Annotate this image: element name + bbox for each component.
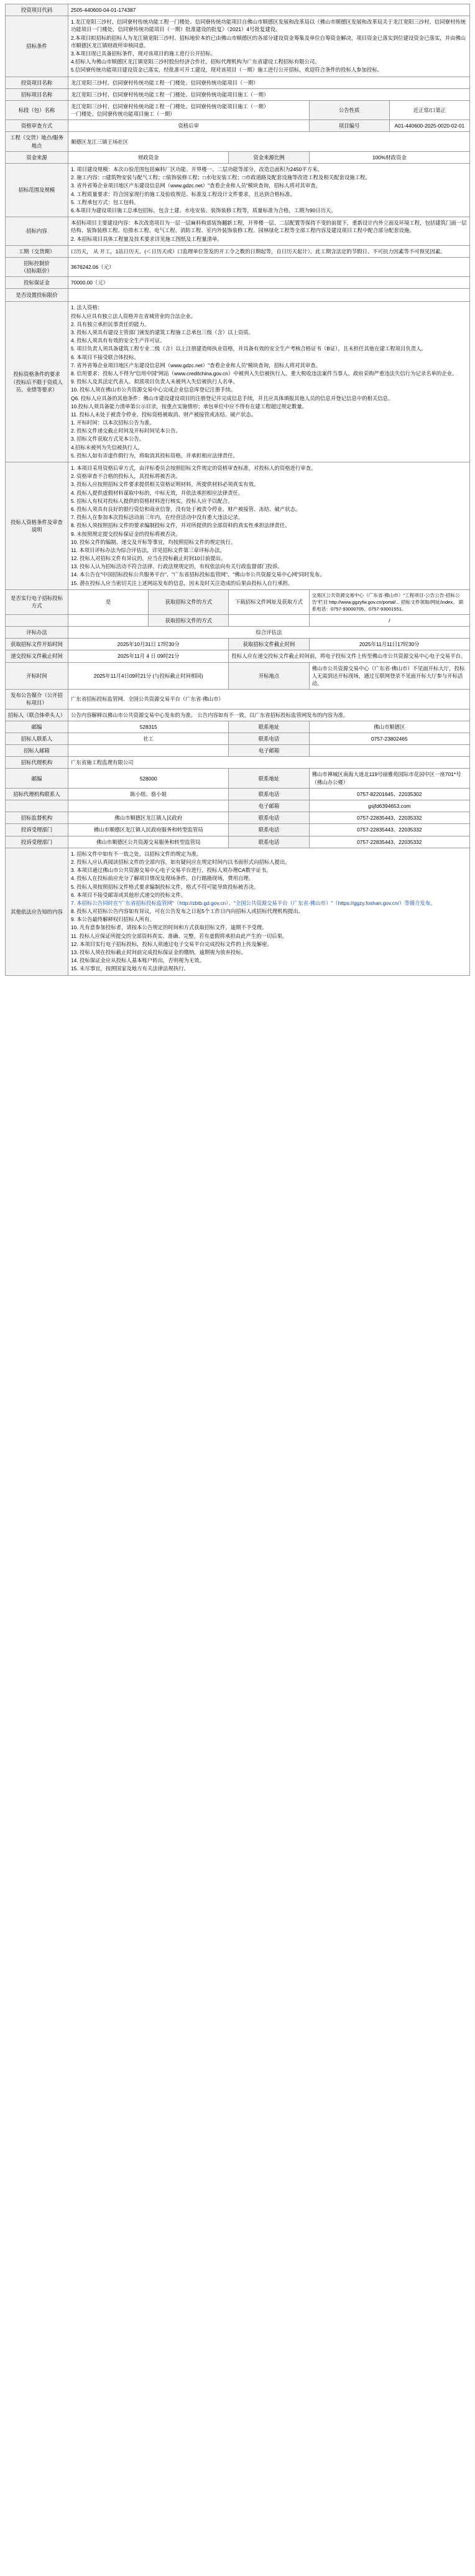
bidder-req-item: 1. 法人资格： <box>71 304 103 311</box>
other-item: 13. 投标人须在投标截止时间前完成投标保证金的缴纳，逾期视为放弃投标。 <box>71 949 246 955</box>
table-row <box>6 721 470 733</box>
admin2-label: 投诉受理部门 <box>6 836 68 848</box>
contact-person-label: 招标人联系人 <box>6 733 68 744</box>
qual-exp-item: 3. 投标人应按照招标文件要求提供相关资格证明材料，所提供材料必须真实有效。 <box>71 481 259 488</box>
section-value-line1: 龙江宽阳三沙村、信同寮村传统功能工程一门楼处、信同寮传统功能项目施工（一期） <box>71 103 269 110</box>
table-row <box>6 824 470 836</box>
other-item: 10. 凡有意参加投标者，请按本公告规定的时间和方式获取招标文件，逾期不予受理。 <box>71 924 267 931</box>
public-value: 近正常/口第正 <box>389 100 469 119</box>
table-row <box>6 812 470 824</box>
table-row <box>6 836 470 848</box>
bidder-req-item: 2. 具有独立承担民事责任的能力。 <box>71 321 150 327</box>
bidder-req-item: 11. 投标人未处于被责令停业、投标资格被取消、财产被接管或冻结、破产状态。 <box>71 411 257 418</box>
table-row <box>6 800 470 812</box>
table-row <box>6 627 470 639</box>
fixed-value <box>68 289 470 302</box>
other-item: 2. 投标人应认真阅读招标文件的全部内容，如有疑问应在规定时间内以书面形式向招标人提出。 <box>71 858 290 865</box>
qual-exp-item: 9. 未按照规定提交投标保证金的投标将被否决。 <box>71 530 181 537</box>
table-row <box>6 589 470 614</box>
table-row <box>6 4 470 16</box>
qual-exp-item: 5. 招标人有权对投标人提供的资格材料进行核实，投标人应予以配合。 <box>71 497 233 504</box>
contact-email-blank <box>68 745 229 757</box>
scope-item: 4. 工程质量要求：符合国家现行的施工及验收规范、标准及工程设计文件要求，且达到合格标准。 <box>71 190 296 197</box>
bidder-req-item: 3. 投标人须具有建设主管部门颁发的建筑工程施工总承包三级（含）以上资质。 <box>71 329 254 335</box>
deposit-label: 投标保证金 <box>6 277 68 289</box>
other-item: 9. 本公告最终解释权归招标人所有。 <box>71 916 155 923</box>
qual-exp-item: 15. 潜在投标人应当密切关注上述网站发布的信息，因未及时关注造成的后果由投标人自行承担。 <box>71 579 293 586</box>
table-row <box>6 662 470 690</box>
electronic-bid-value: 是 <box>68 589 149 614</box>
public-label: 公告性质 <box>309 100 389 119</box>
bid-announcement-table <box>5 4 470 976</box>
project-code-value: 2505-440600-04-01-174387 <box>68 4 470 16</box>
qual-exp-item: 11. 本项目评标办法为综合评估法，详见招标文件第三章评标办法。 <box>71 546 225 553</box>
bidder-req-item: 2. 投标文件递交截止时间及开标时间见本公告。 <box>71 428 181 434</box>
get-doc-detail[interactable]: 交易区公共资源交易中心（广东省·佛山市）"工程项目-公告公告-招标公告"栏目 http://www.ggzyfw.gov.cn/portal/... 招标文件领取/网址/index。 联系电话：0757-93000705、0757-93001551。 <box>309 589 469 614</box>
bidder-req-item: 7. 省外省筹企业项目地区产东建设信息网（www.gdzc.net）"查看企业和人员"模块查询，招标人将对其审查。 <box>71 362 321 368</box>
agent-email-blank <box>68 800 229 812</box>
qual-exp-label: 投标人资格条件及审查说明 <box>6 462 68 590</box>
bid-condition-item: 5.信同寮传统功能项目建设资金已落实，经批准可开工建设，现对该项目（一期）施工进行公开招标，欢迎符合条件的投标人参加投标。 <box>71 67 383 73</box>
publish-label: 发布公告媒介（公开招标项目） <box>6 690 68 709</box>
admin2-phone-value: 0757-22835443、22035332 <box>309 836 469 848</box>
agent-value: 广东省施工程监理有限公司 <box>68 757 470 769</box>
bidder-req-item: 5. 项目负责人须具备建筑工程专业二级（含）以上注册建造师执业资格，并具备有效的安全生产考核合格证书（B证），且未担任其他在建工程项目负责人。 <box>71 345 427 352</box>
contact-value: 公告内容解释以佛山市公共资源交易中心发布的为准。 公告内容如有不一致，以广东省招标投标监管网发布的内容为准。 <box>68 709 470 721</box>
get-doc-place-label-empty <box>6 614 68 626</box>
agent-zip-label: 邮编 <box>6 769 68 788</box>
bidder-req-item: 9. 投标人及其法定代表人、拟派项目负责人未被列入失信被执行人名单。 <box>71 378 238 385</box>
table-row <box>6 88 470 100</box>
open-label: 开标时间 <box>6 662 68 690</box>
bidder-req-value <box>68 302 470 462</box>
investor-value: 龙江宽阳三沙村、信同寮村传统功能工程一门楼处、信同寮传统功能项目（一期） <box>68 77 470 88</box>
admin-value: 佛山市顺德区龙江镇人民政府服务和转型监管局 <box>68 824 229 836</box>
bidder-req-item: 3. 招标文件获取方式见本公告。 <box>71 436 145 443</box>
contact-email-label2: 电子邮箱 <box>229 745 309 757</box>
scope-value <box>68 164 470 217</box>
open-place-value: 佛山市公共资源交易中心（广东省·佛山市）不见面开标大厅，投标人无需到达开标现场，通过互联网登录不见面开标大厅参与开标活动。 <box>309 662 469 690</box>
table-row <box>6 757 470 769</box>
qual-exp-item: 4. 投标人提供虚假材料谋取中标的，中标无效，并依法承担相应法律责任。 <box>71 489 244 496</box>
admin-phone-value: 0757-22835443、22035332 <box>309 824 469 836</box>
bid-announcement-page <box>0 0 475 988</box>
table-row <box>6 217 470 246</box>
content-item: 2. 本招标项目具体工程量及技术要求详见施工图纸及工程量清单。 <box>71 235 223 242</box>
construct-site-label: 工程（交货）地点/服务地点 <box>6 132 68 151</box>
agent-label: 招标代理机构 <box>6 757 68 769</box>
scope-item: 5. 工程承包方式：包工包料。 <box>71 199 139 205</box>
table-row <box>6 120 470 132</box>
bid-condition-item: 4.招标人为佛山市顺德区龙江镇宽阳三沙村股份经济合作社，招标代理机构为广东省建设工程招标有限公司。 <box>71 59 320 65</box>
fund-source-label: 资金来源 <box>6 151 68 163</box>
supervise-phone-label: 联系电话 <box>229 812 309 824</box>
qual-exp-item: 12. 投标人对招标文件有异议的，应当在投标截止时间10日前提出。 <box>71 555 226 562</box>
open-value: 2025年11月4日09时21分 (与投标截止时间相同) <box>68 662 229 690</box>
investor-label: 投资项目名称 <box>6 77 68 88</box>
other-item: 12. 本项目实行电子招标投标，投标人须通过电子交易平台完成投标文件的上传及解密。 <box>71 940 272 947</box>
fund-ratio-value: 100%财政资金 <box>309 151 469 163</box>
contact-phone-label: 联系电话 <box>229 733 309 744</box>
bidder-req-item: Q6. 投标人应具备的其他条件：佛山市建设建设项目的注册登记并完成信息手续，并且应具体填报其他人员的信息并登记信息中的相关信息。 <box>71 395 394 401</box>
duration-label: 工期（交货期） <box>6 245 68 257</box>
get-doc-place-label: 获取招标文件的方式 <box>149 614 229 626</box>
duration-value: 口历天， 从 开工，1站日历天。(＜日历天或）口监理单位签发的开工令之数的日期起等，自日历天起计）。此工期含法定的节假日、不可抗力因素等不可预见因素。 <box>68 245 470 257</box>
bid-conditions-value <box>68 16 470 77</box>
admin2-value: 佛山市顺德区公共资源交易服务和转型监管局 <box>68 836 229 848</box>
table-row <box>6 302 470 462</box>
supervise-phone-value: 0757-22835443、22035332 <box>309 812 469 824</box>
contact-phone-value: 0757-23802465 <box>309 733 469 744</box>
other-item[interactable]: 7. 本招标公告同时在"广东省招标投标监管网"（http://zbtb.gd.gov.cn）、"全国公共资源交易平台（广东省·佛山市）"（https://ggzy.foshan.gov.cn/）等媒介发布。 <box>71 899 436 906</box>
table-row <box>6 164 470 217</box>
table-row <box>6 151 470 163</box>
get-doc-place-value: / <box>309 614 469 626</box>
doc-end-value: 2025年11月11日17时30分 <box>309 639 469 650</box>
table-row <box>6 462 470 590</box>
other-item: 3. 本项目通过佛山市公共资源交易中心电子交易平台进行，投标人须办理CA数字证书。 <box>71 867 272 874</box>
table-row <box>6 257 470 276</box>
content-value <box>68 217 470 246</box>
project-number-label: 项目编号 <box>309 120 389 132</box>
table-row <box>6 733 470 744</box>
bid-condition-item: 2.本项目拟招标的招标人为龙江镇宽阳三沙村、招标地价本的已由佛山市顺德区的各部分建设资金筹集及单位自筹资金解决，项目资金已落实到位建设资金已落实，并由佛山市顺德区龙江镇财政所审核同意。 <box>71 34 466 49</box>
other-item: 11. 投标人应保证所提交的全部资料真实、准确、完整，若有虚假将承担由此产生的一切后果。 <box>71 932 288 939</box>
table-row <box>6 788 470 800</box>
get-doc-value: 下载招标文件网址及获取方式 <box>229 589 309 614</box>
doc-end-label: 获取招标文件截止时间 <box>229 639 309 650</box>
project-code-label: 投资项目代码 <box>6 4 68 16</box>
bidder-req-item: 4.招标未被列为失信被执行人。 <box>71 444 143 451</box>
doc-start-value: 2025年10月31日 17时30分 <box>68 639 229 650</box>
other-item: 4. 投标人在投标前应充分了解项目情况及现场条件，自行踏勘现场，费用自理。 <box>71 875 254 882</box>
table-row <box>6 690 470 709</box>
table-row <box>6 277 470 289</box>
qual-exp-item: 8. 投标人须按照招标文件的要求编制投标文件，并对所提供的全部资料的真实性承担法律责任。 <box>71 522 290 529</box>
admin-label: 投诉受理部门 <box>6 824 68 836</box>
qual-exp-item: 10. 投标文件的编制、递交及开标等事宜，均按照招标文件的规定执行。 <box>71 538 236 545</box>
other-value <box>68 848 470 975</box>
table-row <box>6 650 470 662</box>
agent-phone-label: 联系电话 <box>229 788 309 800</box>
open-place-label: 开标地点 <box>229 662 309 690</box>
content-item: 本招标项目主要建设内容：本次改造项目为一层一层麻料构部装饰翻新工程，开界楼一层、二层配置等保持不变的前提下，重新设计内外立面及环境工程，包括建筑门面一层结构、装饰装修工程、给排水工程、电气工程、消防工程、室内外装饰装修工程、园林绿化工程等全部工程内容及建设项目工程中配合部分配套设施。 <box>71 220 467 234</box>
scope-item: 3. 省外省筹企业项目地区产东建设信息网（www.gdzc.net）"查看企业和人员"模块查询，招标人将对其审查。 <box>71 182 321 189</box>
scope-item: 2. 施工内容：□建筑物安装与配气工程；□装饰装修工程；□水电安装工程；□市政道路及配套设施等改造工程及相关配套设施工程。 <box>71 174 371 181</box>
qual-exp-item: 6. 投标人须具有良好的银行资信和商业信誉，没有处于被责令停业、财产被接管、冻结、破产状态。 <box>71 505 301 512</box>
publish-value: 广东省招标投标监管网、全国公共资源交易平台（广东省·佛山市） <box>68 690 470 709</box>
get-doc-place-value2 <box>229 614 309 626</box>
scope-item: 1. 项目建设规模：本次の验范围包括麻料厂区功能、开界楼一、二层功能等部分，改造总面积为2450平方米。 <box>71 166 323 172</box>
bidder-req-item: 1. 开标时间：以本次招标公告为准。 <box>71 419 155 426</box>
table-row <box>6 100 470 119</box>
zip-value: 528315 <box>68 721 229 733</box>
bid-condition-item: 3.本项目现已具备招标条件，现对该项目的施工进行公开招标。 <box>71 50 216 57</box>
qual-exp-value <box>68 462 470 590</box>
agent-email-label-blank <box>6 800 68 812</box>
agent-email-value: gsjfd6394653.com <box>309 800 469 812</box>
bidder-req-item: 6. 本项目不接受联合体投标。 <box>71 354 139 360</box>
agent-addr-label: 联系地址 <box>229 769 309 788</box>
other-item: 14. 投标保证金应从投标人基本账户转出，否则视为无效。 <box>71 957 205 964</box>
get-doc-place-empty <box>68 614 149 626</box>
table-row <box>6 848 470 975</box>
admin2-phone-label: 联系电话 <box>229 836 309 848</box>
bid-condition-item: 1.龙江宽阳三沙村、信同寮村传统功能工程一门楼处、信同寮传统功能项目自佛山市顺德区发展和改革局以《佛山市顺德区发展和改革局关于龙江宽阳三沙村、信同寮村传统功能项目一门楼处、信同寮传统功能项目（一期）批准建设的批复》（2021）4号批复建设。 <box>71 19 466 33</box>
other-item: 1. 招标文件中如有不一致之处，以招标文件的规定为准。 <box>71 850 202 857</box>
doc-start-label: 获取招标文件开始时间 <box>6 639 68 650</box>
qual-exp-item: 2. 资格审查不合格的投标人，其投标将被否决。 <box>71 473 181 480</box>
table-row <box>6 639 470 650</box>
scope-item: 6.本项目为建设项目施工总承包招标，包含土建、水电安装、装饰装修工程等，质量标准为合格，工期为90日历天。 <box>71 207 336 213</box>
admin-phone-label: 联系电话 <box>229 824 309 836</box>
table-row <box>6 709 470 721</box>
bidder-req-item: 10. 投标人须在佛山市公共资源交易中心完成企业信息库登记注册手续。 <box>71 386 236 393</box>
agent-email-label: 电子邮箱 <box>229 800 309 812</box>
other-item: 5. 投标人须按照招标文件格式要求编制投标文件，格式不符可能导致投标被否决。 <box>71 883 259 890</box>
deposit-value: 70000.00（元） <box>68 277 470 289</box>
content-label: 招标内容 <box>6 217 68 246</box>
bidder-req-item: 4. 投标人须具有有效的安全生产许可证。 <box>71 337 165 344</box>
control-price-label: 招标控制价 （招标限价） <box>6 257 68 276</box>
agent-person-value: 陈小组、骆小姐 <box>68 788 229 800</box>
get-doc-label: 获取招标文件的方式 <box>149 589 229 614</box>
other-item: 15. 未尽事宜，按照国家及地方有关法律法规执行。 <box>71 965 189 972</box>
qual-exp-item: 14. 本公告在"中国招标投标公共服务平台"、"广东省招标投标监管网"、"佛山市公共资源交易中心网"同时发布。 <box>71 571 325 578</box>
submit-note: 投标人应在递交投标文件截止时间前，将电子投标文件上传至佛山市公共资源交易中心电子交易平台。 <box>229 650 470 662</box>
zip-label: 邮编 <box>6 721 68 733</box>
table-row <box>6 132 470 151</box>
agent-addr-value: 佛山市禅城区南海大道北119号丽雅苑国际市花园中区一座701*号（佛山办公楼） <box>309 769 469 788</box>
table-row <box>6 77 470 88</box>
table-row <box>6 614 470 626</box>
bidder-project-value: 龙江宽阳三沙村、信同寮村传统功能工程一门楼处、信同寮传统功能项目施工（一期） <box>68 88 470 100</box>
bidder-project-label: 招标项目名称 <box>6 88 68 100</box>
scope-label: 招标范围及规模 <box>6 164 68 217</box>
submit-label: 递交投标文件截止时间 <box>6 650 68 662</box>
qualify-value: 资格后审 <box>68 120 310 132</box>
bidder-req-item: 5. 投标人如有弄虚作假行为，将取消其投标资格，并承担相应法律责任。 <box>71 452 238 459</box>
fixed-label: 是否设置投标限价 <box>6 289 68 302</box>
table-row <box>6 16 470 77</box>
supervise-label: 招标监督机构 <box>6 812 68 824</box>
bid-conditions-label: 招标条件 <box>6 16 68 77</box>
review-value: 综合评估法 <box>68 627 470 639</box>
table-row <box>6 769 470 788</box>
other-label: 其他依法应告知的内容 <box>6 848 68 975</box>
qual-exp-item: 7. 投标人在参加本次投标活动前三年内，在经营活动中没有重大违法记录。 <box>71 514 244 521</box>
submit-value: 2025年11月 4 日 09时21分 <box>68 650 229 662</box>
contact-email-label: 招标人邮箱 <box>6 745 68 757</box>
contact-email-value <box>309 745 469 757</box>
review-label: 评标办法 <box>6 627 68 639</box>
fund-ratio-label: 资金来源比例 <box>229 151 309 163</box>
supervise-value: 佛山市顺德区龙江镇人民政府 <box>68 812 229 824</box>
construct-site-value: 顺德区龙江三镇王场社区 <box>68 132 470 151</box>
bidder-req-item: 8. 信用要求：投标人不得为"信用中国"网站（www.creditchina.gov.cn）中被列入失信被执行人、重大税收违法案件当事人、政府采购严重违法失信行为记录名单的企业。 <box>71 370 458 377</box>
qual-exp-item: 1. 本项目采用资格后审方式，由评标委员会按照招标文件规定的资格审查标准，对投标人的资格进行审查。 <box>71 465 316 471</box>
bidder-req-label: 投标资格条件的要求（投标后不限于资质人员、业绩等要求） <box>6 302 68 462</box>
qual-exp-item: 13. 投标人认为招标活动不符合法律、行政法规规定的，有权依法向有关行政监督部门投诉。 <box>71 563 283 570</box>
contact-person-value: 社工 <box>68 733 229 744</box>
other-item: 8. 投标人对招标公告内容如有异议，可在公告发布之日起5个工作日内向招标人或招标代理机构提出。 <box>71 908 304 915</box>
agent-zip-value: 528000 <box>68 769 229 788</box>
contact-addr-label: 联系地址 <box>229 721 309 733</box>
contact-label: 招标人（联合体牵头人） <box>6 709 68 721</box>
table-row <box>6 245 470 257</box>
section-label: 标段（包）名称 <box>6 100 68 119</box>
agent-phone-value: 0757-82201645、22035302 <box>309 788 469 800</box>
other-item: 6. 本项目不接受邮寄或其他形式递交的投标文件。 <box>71 891 187 898</box>
contact-addr-value: 佛山市顺德区 <box>309 721 469 733</box>
electronic-bid-label: 是否实行电子招标投标方式 <box>6 589 68 614</box>
bidder-req-item: 10.投标人须具备能力清单第公示目录，按重点实施情形；承包单位中应不得有在建工程超过规定数量。 <box>71 403 308 410</box>
section-value <box>68 100 310 119</box>
table-row <box>6 289 470 302</box>
section-value-line2: 一门楼处、信同寮传统功能项目施工（一期） <box>71 111 175 118</box>
project-number-value: A01-440600-2025-0020-02-01 <box>389 120 469 132</box>
fund-source-value: 财政资金 <box>68 151 229 163</box>
agent-person-label: 招标代理机构联系人 <box>6 788 68 800</box>
table-row <box>6 745 470 757</box>
bidder-req-item: 投标人应具有独立法人资格并在省域营业的合法企业。 <box>71 312 196 319</box>
qualify-label: 资格审查方式 <box>6 120 68 132</box>
control-price-value: 3676242.06（元） <box>68 257 470 276</box>
